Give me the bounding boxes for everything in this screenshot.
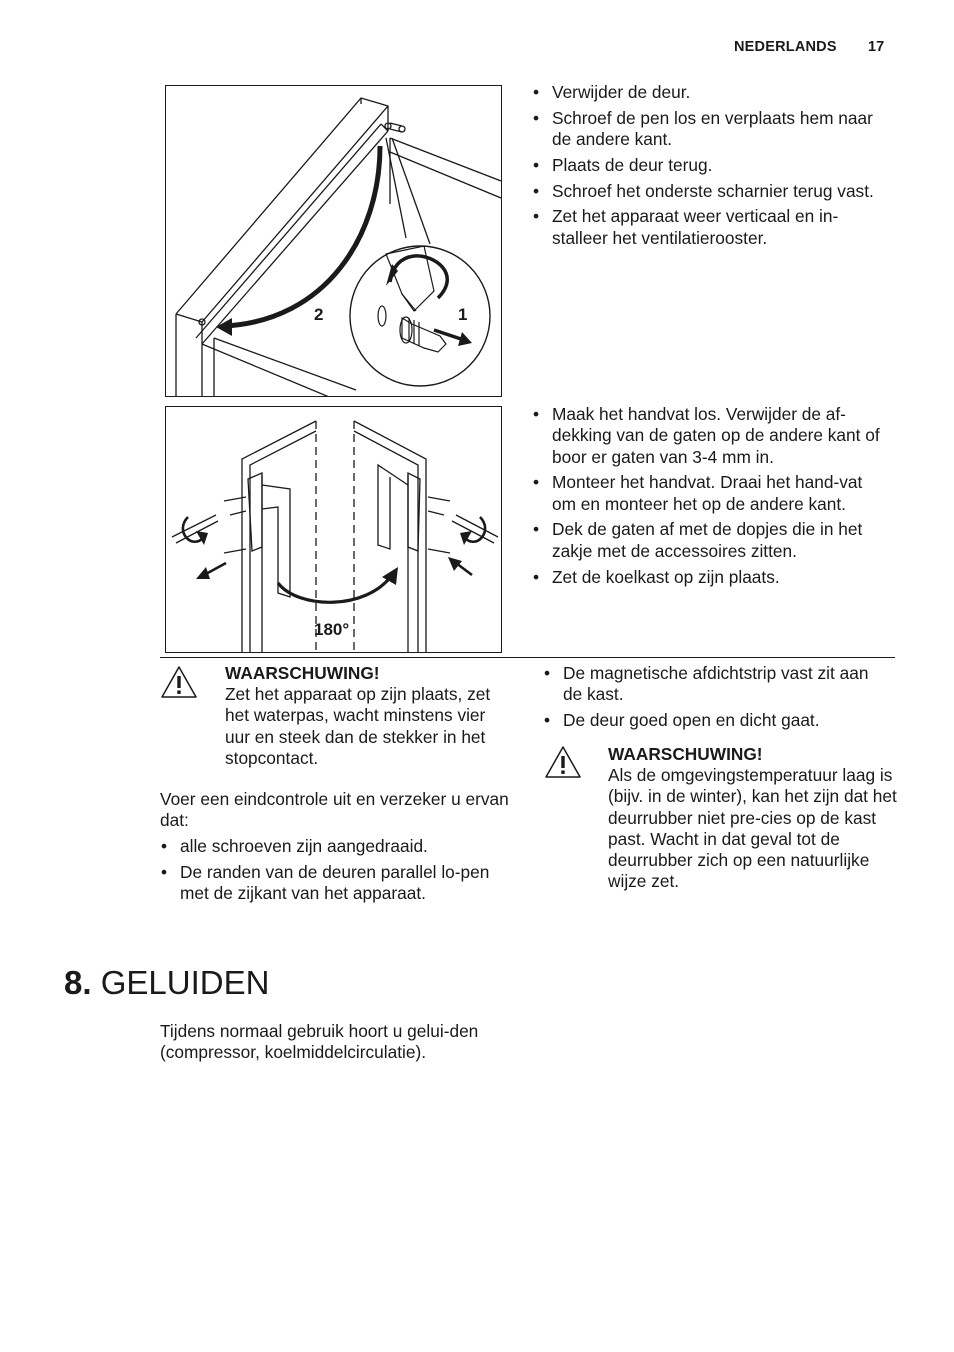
- list-item: • Zet de koelkast op zijn plaats.: [530, 567, 890, 588]
- final-check-list-continued: [541, 663, 891, 736]
- warning-title: WAARSCHUWING!: [225, 663, 380, 683]
- list-item: • Verwijder de deur.: [530, 82, 890, 103]
- warning-title: WAARSCHUWING!: [608, 744, 763, 764]
- list-item: • De magnetische afdichtstrip vast zit aan de kast.: [541, 663, 891, 706]
- section-title: GELUIDEN: [100, 964, 270, 1001]
- list-item: • Schroef de pen los en verplaats hem naar de andere kant.: [530, 108, 890, 151]
- list-item: • Maak het handvat los. Verwijder de af-dekking van de gaten op de andere kant of boor er gaten van 3-4 mm in.: [530, 404, 890, 468]
- running-header-language: NEDERLANDS: [734, 39, 837, 55]
- page-number: 17: [868, 39, 885, 55]
- warning-temperature: [608, 744, 898, 892]
- door-steps-list: [530, 82, 890, 254]
- section-body: Tijdens normaal gebruik hoort u gelui-den (compressor, koelmiddelcirculatie).: [160, 1021, 479, 1063]
- illustration-handle-swap: [165, 406, 502, 653]
- figure-label-1: 1: [458, 305, 468, 324]
- warning-triangle-icon: [160, 665, 198, 699]
- section-divider: [160, 657, 895, 658]
- warning-text: Als de omgevingstemperatuur laag is (bijv. in de winter), kan het zijn dat het deurrubber niet pre-cies op de kast past. Wacht in dat geval tot de deurrubber zich op een natuurlijke wijze zet.: [608, 765, 897, 892]
- final-check-intro: Voer een eindcontrole uit en verzeker u ervan dat:: [160, 789, 509, 831]
- illustration-hinge-pin: [165, 85, 502, 397]
- warning-installation: [225, 663, 515, 769]
- list-item: • alle schroeven zijn aangedraaid.: [158, 836, 508, 857]
- list-item: • Zet het apparaat weer verticaal en in-stalleer het ventilatierooster.: [530, 206, 890, 249]
- section-heading: [64, 963, 269, 1003]
- list-item: • Dek de gaten af met de dopjes die in het zakje met de accessoires zitten.: [530, 519, 890, 562]
- list-item: • Schroef het onderste scharnier terug vast.: [530, 181, 890, 202]
- list-item: • De deur goed open en dicht gaat.: [541, 710, 891, 731]
- section-number: 8.: [64, 964, 92, 1001]
- list-item: • De randen van de deuren parallel lo-pen met de zijkant van het apparaat.: [158, 862, 508, 905]
- rotation-angle-label: 180°: [314, 620, 350, 639]
- list-item: • Plaats de deur terug.: [530, 155, 890, 176]
- warning-text: Zet het apparaat op zijn plaats, zet het waterpas, wacht minstens vier uur en steek dan de stekker in het stopcontact.: [225, 684, 491, 768]
- figure-label-2: 2: [314, 305, 324, 324]
- list-item: • Monteer het handvat. Draai het hand-vat om en monteer het op de andere kant.: [530, 472, 890, 515]
- warning-triangle-icon: [544, 745, 582, 779]
- hinge-pin-drawing: [166, 86, 501, 396]
- handle-swap-drawing: [166, 407, 501, 652]
- handle-steps-list: [530, 404, 890, 592]
- final-check-list: [158, 836, 508, 909]
